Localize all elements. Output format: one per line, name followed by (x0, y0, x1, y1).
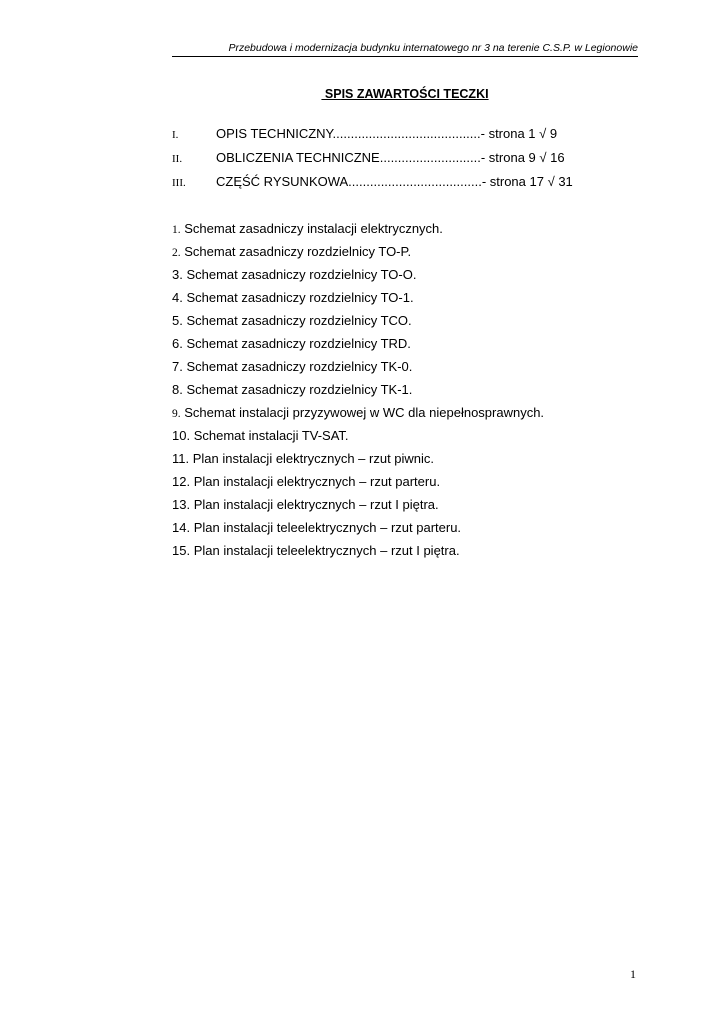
item-text: Schemat instalacji TV-SAT. (190, 428, 349, 443)
item-number: 5. (172, 313, 183, 328)
item-text: Schemat zasadniczy rozdzielnicy TK-1. (182, 382, 413, 397)
item-text: Plan instalacji elektrycznych – rzut piwnic. (189, 451, 435, 466)
item-number: 14. (172, 520, 191, 535)
page-number: 1 (630, 967, 636, 981)
item-number: 15. (172, 543, 191, 558)
item-text: Plan instalacji elektrycznych – rzut parteru. (190, 474, 441, 489)
header-divider (172, 56, 638, 57)
list-item (172, 334, 612, 357)
item-text: Schemat zasadniczy rozdzielnicy TRD. (182, 336, 411, 351)
item-text: Plan instalacji teleelektrycznych – rzut parteru. (190, 520, 462, 535)
list-item (172, 449, 612, 472)
document-title: SPIS ZAWARTOŚCI TECZKI (321, 87, 489, 101)
toc-text: OPIS TECHNICZNY.........................................- strona 1 √ 9 (216, 126, 558, 141)
list-item (172, 242, 612, 265)
toc-text: OBLICZENIA TECHNICZNE............................- strona 9 √ 16 (216, 150, 565, 165)
list-item (172, 541, 612, 564)
item-number: 1. (172, 224, 181, 236)
toc-numeral: I. (172, 129, 179, 141)
list-item (172, 311, 612, 334)
item-number: 7. (172, 359, 183, 374)
list-item (172, 265, 612, 288)
header-text: Przebudowa i modernizacja budynku internatowego nr 3 na terenie C.S.P. w Legionowie (228, 42, 638, 54)
item-number: 10. (172, 428, 191, 443)
item-text: Schemat zasadniczy rozdzielnicy TK-0. (182, 359, 413, 374)
toc-text: CZĘŚĆ RYSUNKOWA.....................................- strona 17 √ 31 (216, 174, 573, 189)
item-number: 2. (172, 247, 181, 259)
list-item (172, 380, 612, 403)
toc-numeral: II. (172, 153, 183, 165)
toc-item (172, 172, 612, 192)
toc-numeral: III. (172, 177, 186, 189)
item-number: 3. (172, 267, 183, 282)
item-number: 6. (172, 336, 183, 351)
list-item (172, 495, 612, 518)
item-number: 8. (172, 382, 183, 397)
item-number: 12. (172, 474, 191, 489)
item-text: Plan instalacji teleelektrycznych – rzut I piętra. (190, 543, 460, 558)
item-number: 11. (172, 451, 190, 466)
item-text: Schemat zasadniczy rozdzielnicy TO-1. (182, 290, 414, 305)
list-item (172, 472, 612, 495)
item-text: Schemat zasadniczy rozdzielnicy TCO. (182, 313, 412, 328)
item-text: Schemat zasadniczy rozdzielnicy TO-P. (180, 244, 412, 259)
list-item (172, 426, 612, 449)
list-item (172, 219, 612, 242)
drawings-list (172, 219, 612, 564)
item-text: Schemat instalacji przyzywowej w WC dla niepełnosprawnych. (180, 405, 545, 420)
item-number: 4. (172, 290, 183, 305)
toc-item (172, 124, 612, 144)
item-text: Schemat zasadniczy rozdzielnicy TO-O. (182, 267, 417, 282)
toc-item (172, 148, 612, 168)
list-item (172, 518, 612, 541)
list-item (172, 288, 612, 311)
list-item (172, 357, 612, 380)
item-number: 9. (172, 408, 181, 420)
item-text: Schemat zasadniczy instalacji elektrycznych. (180, 221, 443, 236)
list-item (172, 403, 612, 426)
item-text: Plan instalacji elektrycznych – rzut I piętra. (190, 497, 439, 512)
item-number: 13. (172, 497, 191, 512)
